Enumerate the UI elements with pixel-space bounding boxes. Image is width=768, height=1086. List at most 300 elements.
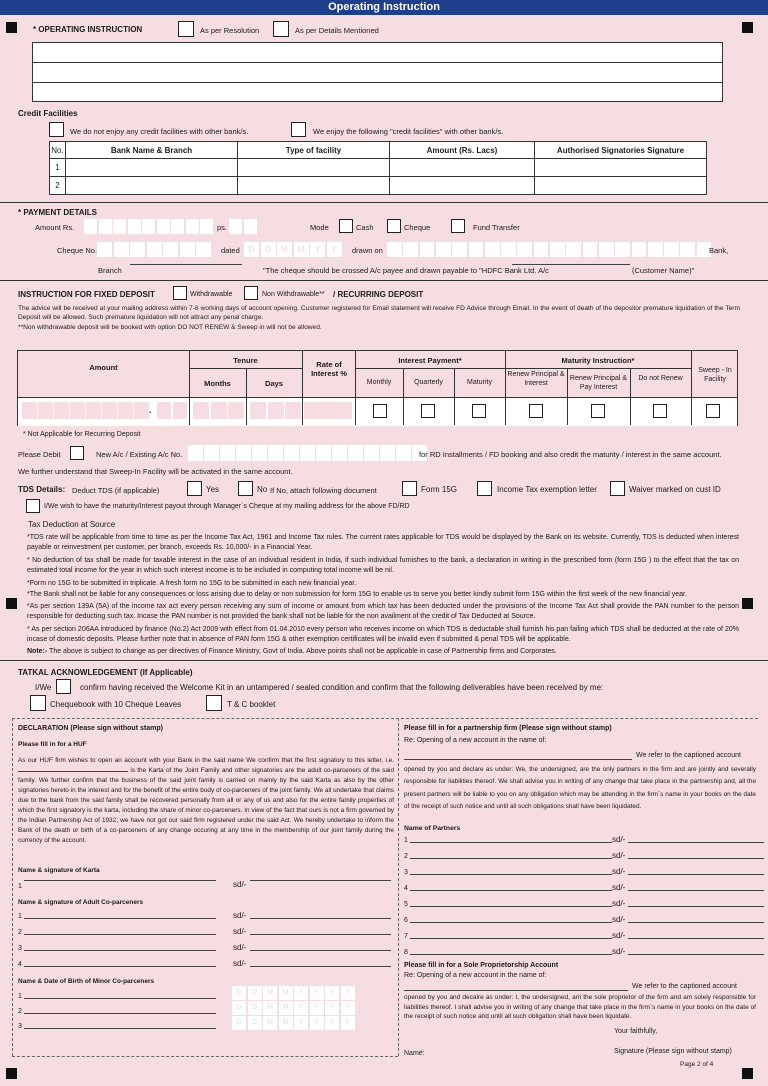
name-field[interactable] bbox=[410, 914, 612, 923]
interest-payment-header: Interest Payment* bbox=[398, 356, 462, 365]
char-box[interactable] bbox=[599, 242, 614, 257]
char-box[interactable] bbox=[648, 242, 663, 257]
char-box[interactable] bbox=[220, 445, 235, 461]
char-box[interactable]: Y bbox=[327, 242, 342, 257]
char-box[interactable] bbox=[452, 242, 467, 257]
signature-field[interactable] bbox=[628, 914, 764, 923]
sd-label: sd/- bbox=[612, 931, 626, 940]
table-row bbox=[50, 177, 707, 195]
signature-field[interactable] bbox=[628, 898, 764, 907]
char-box[interactable] bbox=[550, 242, 565, 257]
char-box[interactable] bbox=[300, 445, 315, 461]
registration-mark bbox=[6, 22, 17, 33]
maturity-checkbox[interactable] bbox=[472, 404, 486, 418]
table-row bbox=[50, 159, 707, 177]
minor-name-field[interactable] bbox=[24, 1005, 216, 1014]
signature-field[interactable] bbox=[250, 942, 391, 951]
name-label: Name: bbox=[404, 1050, 425, 1057]
char-box[interactable] bbox=[38, 402, 53, 419]
char-box[interactable] bbox=[128, 219, 141, 234]
row-number: 1 bbox=[50, 159, 66, 177]
char-box[interactable] bbox=[228, 402, 244, 419]
page-title: Operating Instruction bbox=[0, 0, 768, 15]
page-number: Page 2 of 4 bbox=[680, 1061, 714, 1068]
monthly-checkbox[interactable] bbox=[373, 404, 387, 418]
dob-char-box[interactable]: D bbox=[248, 1001, 262, 1015]
dashed-border bbox=[12, 718, 758, 719]
char-box[interactable] bbox=[316, 445, 331, 461]
welcome-kit-label: confirm having received the Welcome Kit in an untampered / sealed condition and confirm that the following deliverables have been received by me: bbox=[80, 683, 604, 692]
row-number: 4 bbox=[404, 885, 408, 892]
row-number: 5 bbox=[404, 901, 408, 908]
char-box[interactable] bbox=[142, 219, 155, 234]
cheque-no-label: Cheque No. bbox=[57, 246, 98, 255]
rate-input[interactable] bbox=[304, 402, 352, 419]
signature-field[interactable] bbox=[628, 866, 764, 875]
customer-name-label: (Customer Name)" bbox=[632, 266, 695, 275]
chequebook-label: Chequebook with 10 Cheque Leaves bbox=[50, 700, 182, 709]
dashed-border bbox=[398, 718, 399, 1056]
no-credit-checkbox[interactable] bbox=[49, 122, 64, 137]
as-per-resolution-label: As per Resolution bbox=[200, 26, 260, 35]
amount-label: Amount Rs. bbox=[35, 223, 75, 232]
drawn-on-label: drawn on bbox=[352, 246, 383, 255]
as-per-resolution-checkbox[interactable] bbox=[178, 21, 194, 37]
waiver-label: Waiver marked on cust ID bbox=[629, 485, 721, 494]
char-box[interactable] bbox=[102, 402, 117, 419]
char-box[interactable] bbox=[204, 445, 219, 461]
row-number: 1 bbox=[18, 913, 22, 920]
dob-char-box[interactable]: D bbox=[232, 986, 246, 1000]
sd-label: sd/- bbox=[612, 835, 626, 844]
char-box[interactable] bbox=[396, 445, 411, 461]
deduct-tds-label: Deduct TDS (if applicable) bbox=[72, 486, 160, 495]
dob-char-box[interactable]: Y bbox=[341, 1001, 355, 1015]
row-number: 2 bbox=[18, 1008, 22, 1015]
facility-type-cell[interactable] bbox=[238, 177, 390, 195]
dob-char-box[interactable]: M bbox=[263, 1016, 277, 1030]
quarterly-checkbox[interactable] bbox=[421, 404, 435, 418]
row-number: 3 bbox=[18, 945, 22, 952]
char-box[interactable] bbox=[193, 402, 209, 419]
row-number: 3 bbox=[404, 869, 408, 876]
divider bbox=[0, 202, 768, 203]
tds-rate-note: *TDS rate will be applicable from time to time as per the Income Tax Act, 1961 and Income Tax rules. The current rates applicable for TDS would be displayed by the Bank on its website. Currently, TDS is deducted when interest payable or reinvestment per customer, per branch, exceeds Rs. 10,000/- in a Financial Year. bbox=[27, 534, 739, 551]
row-number: 2 bbox=[50, 177, 66, 195]
divider bbox=[0, 660, 768, 661]
sweep-in-checkbox[interactable] bbox=[706, 404, 720, 418]
bank-name-cell[interactable] bbox=[66, 177, 238, 195]
credit-facilities-title: Credit Facilities bbox=[18, 109, 78, 118]
karta-signature-field[interactable] bbox=[250, 880, 391, 881]
sd-label: sd/- bbox=[233, 943, 247, 952]
signature-field[interactable] bbox=[628, 930, 764, 939]
char-box[interactable]: Y bbox=[310, 242, 325, 257]
char-box[interactable] bbox=[70, 402, 85, 419]
sweep-activation-note: We further understand that Sweep-In Facility will be activated in the same account. bbox=[18, 467, 293, 476]
char-box[interactable] bbox=[534, 242, 549, 257]
operating-instruction-label: * OPERATING INSTRUCTION bbox=[33, 25, 143, 34]
char-box[interactable] bbox=[364, 445, 379, 461]
char-box[interactable] bbox=[664, 242, 679, 257]
dob-char-box[interactable]: Y bbox=[325, 986, 339, 1000]
char-box[interactable] bbox=[284, 445, 299, 461]
renew-principal-interest-header: Renew Principal & Interest bbox=[507, 371, 565, 387]
signature-field[interactable] bbox=[628, 882, 764, 891]
char-box[interactable] bbox=[387, 242, 402, 257]
rd-not-applicable-note: * Not Applicable for Recurring Deposit bbox=[23, 431, 141, 438]
registration-mark bbox=[6, 1068, 17, 1079]
huf-title: Please fill in for a HUF bbox=[18, 741, 87, 748]
enjoy-credit-label: We enjoy the following "credit facilities" with other bank/s. bbox=[313, 127, 504, 136]
as-per-details-label: As per Details Mentioned bbox=[295, 26, 379, 35]
char-box[interactable] bbox=[157, 219, 170, 234]
char-box[interactable] bbox=[403, 242, 418, 257]
dob-char-box[interactable]: Y bbox=[341, 1016, 355, 1030]
char-box[interactable] bbox=[566, 242, 581, 257]
col-header: Authorised Signatories Signature bbox=[535, 142, 707, 159]
name-field[interactable] bbox=[410, 834, 612, 843]
char-box[interactable] bbox=[244, 219, 257, 234]
sole-account-name-field[interactable] bbox=[404, 990, 628, 991]
name-field[interactable] bbox=[410, 898, 612, 907]
sole-proprietorship-title: Please fill in for a Sole Proprietorship Account bbox=[404, 962, 559, 969]
form-15g-checkbox[interactable] bbox=[402, 481, 417, 496]
col-header: No. bbox=[50, 142, 66, 159]
tc-booklet-checkbox[interactable] bbox=[206, 695, 222, 711]
minor-name-field[interactable] bbox=[24, 990, 216, 999]
dob-char-box[interactable]: M bbox=[279, 1001, 293, 1015]
tds-no-label: No bbox=[257, 485, 268, 494]
managers-cheque-label: I/We wish to have the maturity/Interest payout through Manager`s Cheque at my mailing address for the above FD/RD bbox=[44, 503, 410, 510]
row-number: 2 bbox=[18, 929, 22, 936]
dob-char-box[interactable]: D bbox=[232, 1001, 246, 1015]
row-number: 3 bbox=[18, 1023, 22, 1030]
char-box[interactable] bbox=[485, 242, 500, 257]
partners-label: Name of Partners bbox=[404, 825, 461, 832]
months-header: Months bbox=[204, 379, 231, 388]
managers-cheque-checkbox[interactable] bbox=[26, 499, 40, 513]
name-field[interactable] bbox=[24, 926, 216, 935]
section-206aa-note: * As per section 206AA introduced by finance (No.2) Act 2009 with effect from 01.04.2010 every person who receives income on which TDS is deductable shall furnish his pan failing which TDS shall be deducted at the rate of 20% incase of domestic deposits. Please further note that in absence of PAN form 15G & other exemption certificates will be invalid even if submitted & penal TDS will be applicable. bbox=[27, 626, 739, 643]
tatkal-title: TATKAL ACKNOWLEDGEMENT (If Applicable) bbox=[18, 668, 193, 677]
declaration-title: DECLARATION (Please sign without stamp) bbox=[18, 725, 163, 732]
quarterly-header: Quarterly bbox=[414, 379, 443, 386]
char-box[interactable] bbox=[380, 445, 395, 461]
signature-field[interactable] bbox=[250, 910, 391, 919]
char-box[interactable] bbox=[436, 242, 451, 257]
new-ac-checkbox[interactable] bbox=[70, 446, 84, 460]
sd-label: sd/- bbox=[612, 947, 626, 956]
dob-char-box[interactable]: Y bbox=[294, 1001, 308, 1015]
dob-char-box[interactable]: Y bbox=[341, 986, 355, 1000]
sd-label: sd/- bbox=[612, 899, 626, 908]
sole-refer-label: We refer to the captioned account bbox=[632, 983, 737, 990]
tds-details-label: TDS Details: bbox=[18, 485, 66, 494]
sweep-in-header: Sweep - In Facility bbox=[698, 367, 732, 383]
no-deduction-note: * No deduction of tax shall be made for taxable interest in the case of an individual resident in India, if such individual furnishes to the bank, a declaration in writing in the prescribed form (form 15G ) to the effect that the tax on estimated total income for the year in which such interest income is to be included in computing total income will be nil. bbox=[27, 557, 739, 574]
char-box[interactable] bbox=[332, 445, 347, 461]
char-box[interactable] bbox=[180, 242, 195, 257]
dob-char-box[interactable]: Y bbox=[294, 986, 308, 1000]
sd-label: sd/- bbox=[233, 880, 247, 889]
char-box[interactable] bbox=[171, 219, 184, 234]
sd-label: sd/- bbox=[612, 851, 626, 860]
row-number: 1 bbox=[18, 993, 22, 1000]
char-box[interactable] bbox=[200, 219, 213, 234]
dob-char-box[interactable]: D bbox=[248, 1016, 262, 1030]
signature-field[interactable] bbox=[628, 834, 764, 843]
char-box[interactable] bbox=[163, 242, 178, 257]
signature-field[interactable] bbox=[628, 946, 764, 955]
sole-declaration-text: opened by you and decalre as under: I, the undersigned, am the sole proprietor of the firm and am solely responsible for liabilities thereof. I shall advise you in writing of any change that take place in the firm`s name in your books on the date of the receipt of such notice and until all such obligation shall have been liquidate. bbox=[404, 994, 756, 1020]
char-box[interactable] bbox=[186, 219, 199, 234]
bank-name-cell[interactable] bbox=[66, 159, 238, 177]
huf-declaration-text: As our HUF firm wishes to open an account with your Bank in the said name We confirm that the first signatory to this letter, i.e. is the Karta of the Joint Family and other signatories are the adult co-parceners of the said family. We further confirm that the business of the said joint family is carried on mainly by the said Karta as also by the other signatories hereto in the interest and for the benefit of the entire body of co-parceners of the joint family. We all undertake that claims due to the bank from the said family shall be recovered personally from all or any of us and also for the entire family properties of which the first signatory is the karta, including the share of minor co-parceners. In view of the fact that ours is not a firm governed by the Indian Partnership Act of 1932, we have not got our said firm registered under the said Act. We hereby undertake to inform the Bank of the death or birth of a co-parceners of any change occuring at any time in the membership of our joint family during the currency of the account. bbox=[18, 757, 395, 844]
facility-type-cell[interactable] bbox=[238, 159, 390, 177]
withdrawable-label: Withdrawable bbox=[190, 291, 233, 298]
name-field[interactable] bbox=[24, 910, 216, 919]
name-field[interactable] bbox=[410, 866, 612, 875]
row-number: 7 bbox=[404, 933, 408, 940]
amount-cell[interactable] bbox=[390, 159, 535, 177]
cheque-checkbox[interactable] bbox=[387, 219, 401, 233]
sd-label: sd/- bbox=[233, 959, 247, 968]
cheque-label: Cheque bbox=[404, 223, 431, 232]
non-withdrawable-note: **Non withdrawable deposit will be booked with option DO NOT RENEW & Sweep in will not be allowed. bbox=[18, 324, 322, 331]
registration-mark bbox=[742, 598, 753, 609]
rate-header: Rate of Interest % bbox=[311, 360, 347, 378]
mode-label: Mode bbox=[310, 223, 329, 232]
enjoy-credit-checkbox[interactable] bbox=[291, 122, 306, 137]
finance-ministry-note bbox=[27, 647, 739, 657]
dob-char-box[interactable]: M bbox=[279, 986, 293, 1000]
char-box[interactable] bbox=[501, 242, 516, 257]
please-debit-label: Please Debit bbox=[18, 450, 61, 459]
dob-char-box[interactable]: Y bbox=[325, 1016, 339, 1030]
maturity-instruction-header: Maturity Instruction* bbox=[561, 356, 635, 365]
char-box[interactable] bbox=[229, 219, 242, 234]
renew-pi-checkbox[interactable] bbox=[529, 404, 543, 418]
dob-char-box[interactable]: D bbox=[232, 1016, 246, 1030]
partnership-title: Please fill in for a partnership firm (Please sign without stamp) bbox=[404, 725, 612, 732]
char-box[interactable] bbox=[583, 242, 598, 257]
char-box[interactable] bbox=[285, 402, 301, 419]
recurring-deposit-title: / RECURRING DEPOSIT bbox=[333, 290, 424, 299]
tc-booklet-label: T & C booklet bbox=[227, 700, 276, 709]
char-box[interactable] bbox=[118, 402, 133, 419]
signature-cell[interactable] bbox=[535, 177, 707, 195]
name-field[interactable] bbox=[410, 850, 612, 859]
dob-char-box[interactable]: M bbox=[279, 1016, 293, 1030]
char-box[interactable] bbox=[84, 219, 97, 234]
name-field[interactable] bbox=[24, 942, 216, 951]
dob-char-box[interactable]: M bbox=[263, 986, 277, 1000]
payment-details-title: * PAYMENT DETAILS bbox=[18, 208, 97, 217]
karta-label: Name & signature of Karta bbox=[18, 867, 100, 874]
renew-principal-pay-interest-header: Renew Principal & Pay Interest bbox=[569, 375, 628, 391]
char-box[interactable] bbox=[188, 445, 203, 461]
form-15g-label: Form 15G bbox=[421, 485, 458, 494]
cash-label: Cash bbox=[356, 223, 374, 232]
char-box[interactable] bbox=[517, 242, 532, 257]
karta-number: 1 bbox=[18, 883, 22, 890]
signature-field[interactable] bbox=[250, 958, 391, 967]
char-box[interactable] bbox=[147, 242, 162, 257]
non-withdrawable-checkbox[interactable] bbox=[244, 286, 258, 300]
char-box[interactable] bbox=[680, 242, 695, 257]
partnership-account-name-field[interactable] bbox=[404, 759, 632, 760]
char-box[interactable] bbox=[157, 402, 171, 419]
pan-section-note: *As per section 139A (5A) of the income tax act every person receiving any sum of income or amount from which tax has been deducted under the provisions of the Income Tax Act shall provide the PAN number to the person responsible for deducting such tax. Incase the PAN number is not provided the bank shall not be liable for the non availment of the credit of Tax Deducted at Source. bbox=[27, 603, 739, 620]
registration-mark bbox=[6, 598, 17, 609]
welcome-kit-checkbox[interactable] bbox=[56, 679, 71, 694]
bank-liability-note: *The Bank shall not be liable for any consequences or loss arising due to delay or non submission for form 15G to enable us to serve you better kindly submit form 15G within the first week of the new financial year. bbox=[27, 591, 687, 598]
note-text: The above is subject to change as per directives of Finance Ministry, Govt of India. Above points shall not be applicable in case of Partnership firms and Corporates. bbox=[49, 648, 557, 655]
char-box[interactable] bbox=[236, 445, 251, 461]
fd-advice-note: The advice will be received at your mailing address within 7-8 working days of account opening. Customer registered for Email statement will receive FD Advice through Email. In the event of death of the depositor premature liquidation of the Term Deposit will be allowed. Such premature liquidation will not attract any penal charge. bbox=[18, 305, 740, 321]
registration-mark bbox=[742, 22, 753, 33]
cash-checkbox[interactable] bbox=[339, 219, 353, 233]
dob-char-box[interactable]: Y bbox=[310, 1001, 324, 1015]
char-box[interactable] bbox=[97, 242, 112, 257]
dob-char-box[interactable]: Y bbox=[310, 1016, 324, 1030]
operating-instruction-field[interactable] bbox=[32, 42, 723, 102]
fund-transfer-checkbox[interactable] bbox=[451, 219, 465, 233]
sd-label: sd/- bbox=[612, 883, 626, 892]
note-label: Note:- bbox=[27, 648, 48, 655]
sd-label: sd/- bbox=[612, 867, 626, 876]
signature-label: Signature (Please sign without stamp) bbox=[614, 1048, 732, 1055]
name-field[interactable] bbox=[410, 882, 612, 891]
char-box[interactable] bbox=[113, 219, 126, 234]
col-header: Bank Name & Branch bbox=[66, 142, 238, 159]
partnership-refer-label: We refer to the captioned account bbox=[636, 752, 741, 759]
signature-field[interactable] bbox=[628, 850, 764, 859]
rd-installments-note: for RD Installments / FD booking and also credit the maturity / interest in the same account. bbox=[419, 450, 722, 459]
char-box[interactable] bbox=[252, 445, 267, 461]
char-box[interactable] bbox=[420, 242, 435, 257]
signature-cell[interactable] bbox=[535, 159, 707, 177]
char-box[interactable]: M bbox=[277, 242, 292, 257]
amount-header: Amount bbox=[89, 363, 118, 372]
name-field[interactable] bbox=[410, 930, 612, 939]
char-box[interactable] bbox=[99, 219, 112, 234]
row-number: 8 bbox=[404, 949, 408, 956]
faithfully-label: Your faithfully, bbox=[614, 1028, 658, 1035]
renew-p-checkbox[interactable] bbox=[591, 404, 605, 418]
char-box[interactable] bbox=[134, 402, 149, 419]
divider bbox=[0, 280, 768, 281]
row-number: 4 bbox=[18, 961, 22, 968]
row-number: 1 bbox=[404, 837, 408, 844]
branch-label: Branch bbox=[98, 266, 122, 275]
form15g-triplicate-note: *Form no 15G to be submitted in triplicate. A fresh form no 15G to be submitted in each new financial year. bbox=[27, 580, 357, 587]
credit-facilities-table bbox=[49, 141, 707, 195]
decimal-point: . bbox=[149, 405, 152, 415]
dob-char-box[interactable]: Y bbox=[325, 1001, 339, 1015]
chequebook-checkbox[interactable] bbox=[30, 695, 46, 711]
row-number: 2 bbox=[404, 853, 408, 860]
char-box[interactable] bbox=[130, 242, 145, 257]
monthly-header: Monthly bbox=[366, 379, 392, 386]
karta-name-field[interactable] bbox=[24, 880, 216, 881]
char-box[interactable]: D bbox=[261, 242, 276, 257]
char-box[interactable] bbox=[86, 402, 101, 419]
char-box[interactable] bbox=[196, 242, 211, 257]
dob-char-box[interactable]: M bbox=[263, 1001, 277, 1015]
dob-char-box[interactable]: Y bbox=[294, 1016, 308, 1030]
signature-field[interactable] bbox=[250, 926, 391, 935]
dated-label: dated bbox=[221, 246, 240, 255]
row-number: 6 bbox=[404, 917, 408, 924]
do-not-renew-checkbox[interactable] bbox=[653, 404, 667, 418]
char-box[interactable]: M bbox=[294, 242, 309, 257]
adult-coparceners-label: Name & signature of Adult Co-parceners bbox=[18, 899, 144, 906]
attach-document-label: If No, attach following document bbox=[270, 486, 377, 495]
char-box[interactable] bbox=[615, 242, 630, 257]
char-box[interactable] bbox=[173, 402, 187, 419]
customer-name-field[interactable] bbox=[512, 264, 630, 265]
registration-mark bbox=[742, 1068, 753, 1079]
char-box[interactable] bbox=[250, 402, 266, 419]
tax-deduction-title: Tax Deduction at Source bbox=[28, 520, 116, 529]
sd-label: sd/- bbox=[612, 915, 626, 924]
name-field[interactable] bbox=[410, 946, 612, 955]
branch-field[interactable] bbox=[130, 264, 242, 265]
ps-label: ps. bbox=[217, 223, 228, 232]
tds-yes-checkbox[interactable] bbox=[187, 481, 202, 496]
partnership-re-label: Re: Opening of a new account in the name of: bbox=[404, 737, 547, 744]
dob-char-box[interactable]: Y bbox=[310, 986, 324, 1000]
char-box[interactable] bbox=[22, 402, 37, 419]
char-box[interactable] bbox=[348, 445, 363, 461]
exemption-letter-checkbox[interactable] bbox=[477, 481, 492, 496]
char-box[interactable]: D bbox=[244, 242, 259, 257]
exemption-letter-label: Income Tax exemption letter bbox=[497, 485, 597, 494]
char-box[interactable] bbox=[54, 402, 69, 419]
account-no-label: New A/c / Existing A/c No. bbox=[96, 450, 183, 459]
days-header: Days bbox=[265, 379, 283, 388]
char-box[interactable] bbox=[211, 402, 227, 419]
minor-coparceners-label: Name & Date of Birth of Minor Co-parceners bbox=[18, 978, 155, 985]
name-field[interactable] bbox=[24, 958, 216, 967]
dob-char-box[interactable]: D bbox=[248, 986, 262, 1000]
do-not-renew-header: Do not Renew bbox=[638, 375, 683, 382]
tds-no-checkbox[interactable] bbox=[238, 481, 253, 496]
char-box[interactable] bbox=[268, 445, 283, 461]
char-box[interactable] bbox=[268, 402, 284, 419]
no-credit-label: We do not enjoy any credit facilities with other bank/s. bbox=[70, 127, 249, 136]
fd-details-table bbox=[17, 350, 738, 426]
dashed-border bbox=[12, 718, 13, 1056]
amount-cell[interactable] bbox=[390, 177, 535, 195]
iwe-label: I/We bbox=[35, 683, 52, 692]
sd-label: sd/- bbox=[233, 911, 247, 920]
partnership-declaration-text: opened by you and declare as under: We, the undersigned, are the only partners in the firm and are jointly and severally responsible for liabilities thereof. We shall advise you in writing of any change that take place in the partnership and, all the present partners will be liable to you on any obligation which may be attending in the firm`s name in your books on the date of the receipt of such notice and until all such obligations shall have been liquidated. bbox=[404, 766, 756, 811]
bank-label: Bank, bbox=[709, 246, 729, 255]
minor-name-field[interactable] bbox=[24, 1020, 216, 1029]
waiver-checkbox[interactable] bbox=[610, 481, 625, 496]
sd-label: sd/- bbox=[233, 927, 247, 936]
withdrawable-checkbox[interactable] bbox=[173, 286, 187, 300]
char-box[interactable] bbox=[114, 242, 129, 257]
as-per-details-checkbox[interactable] bbox=[273, 21, 289, 37]
col-header: Amount (Rs. Lacs) bbox=[390, 142, 535, 159]
char-box[interactable] bbox=[469, 242, 484, 257]
char-box[interactable] bbox=[632, 242, 647, 257]
sole-re-label: Re: Opening of a new account in the name of: bbox=[404, 972, 547, 979]
